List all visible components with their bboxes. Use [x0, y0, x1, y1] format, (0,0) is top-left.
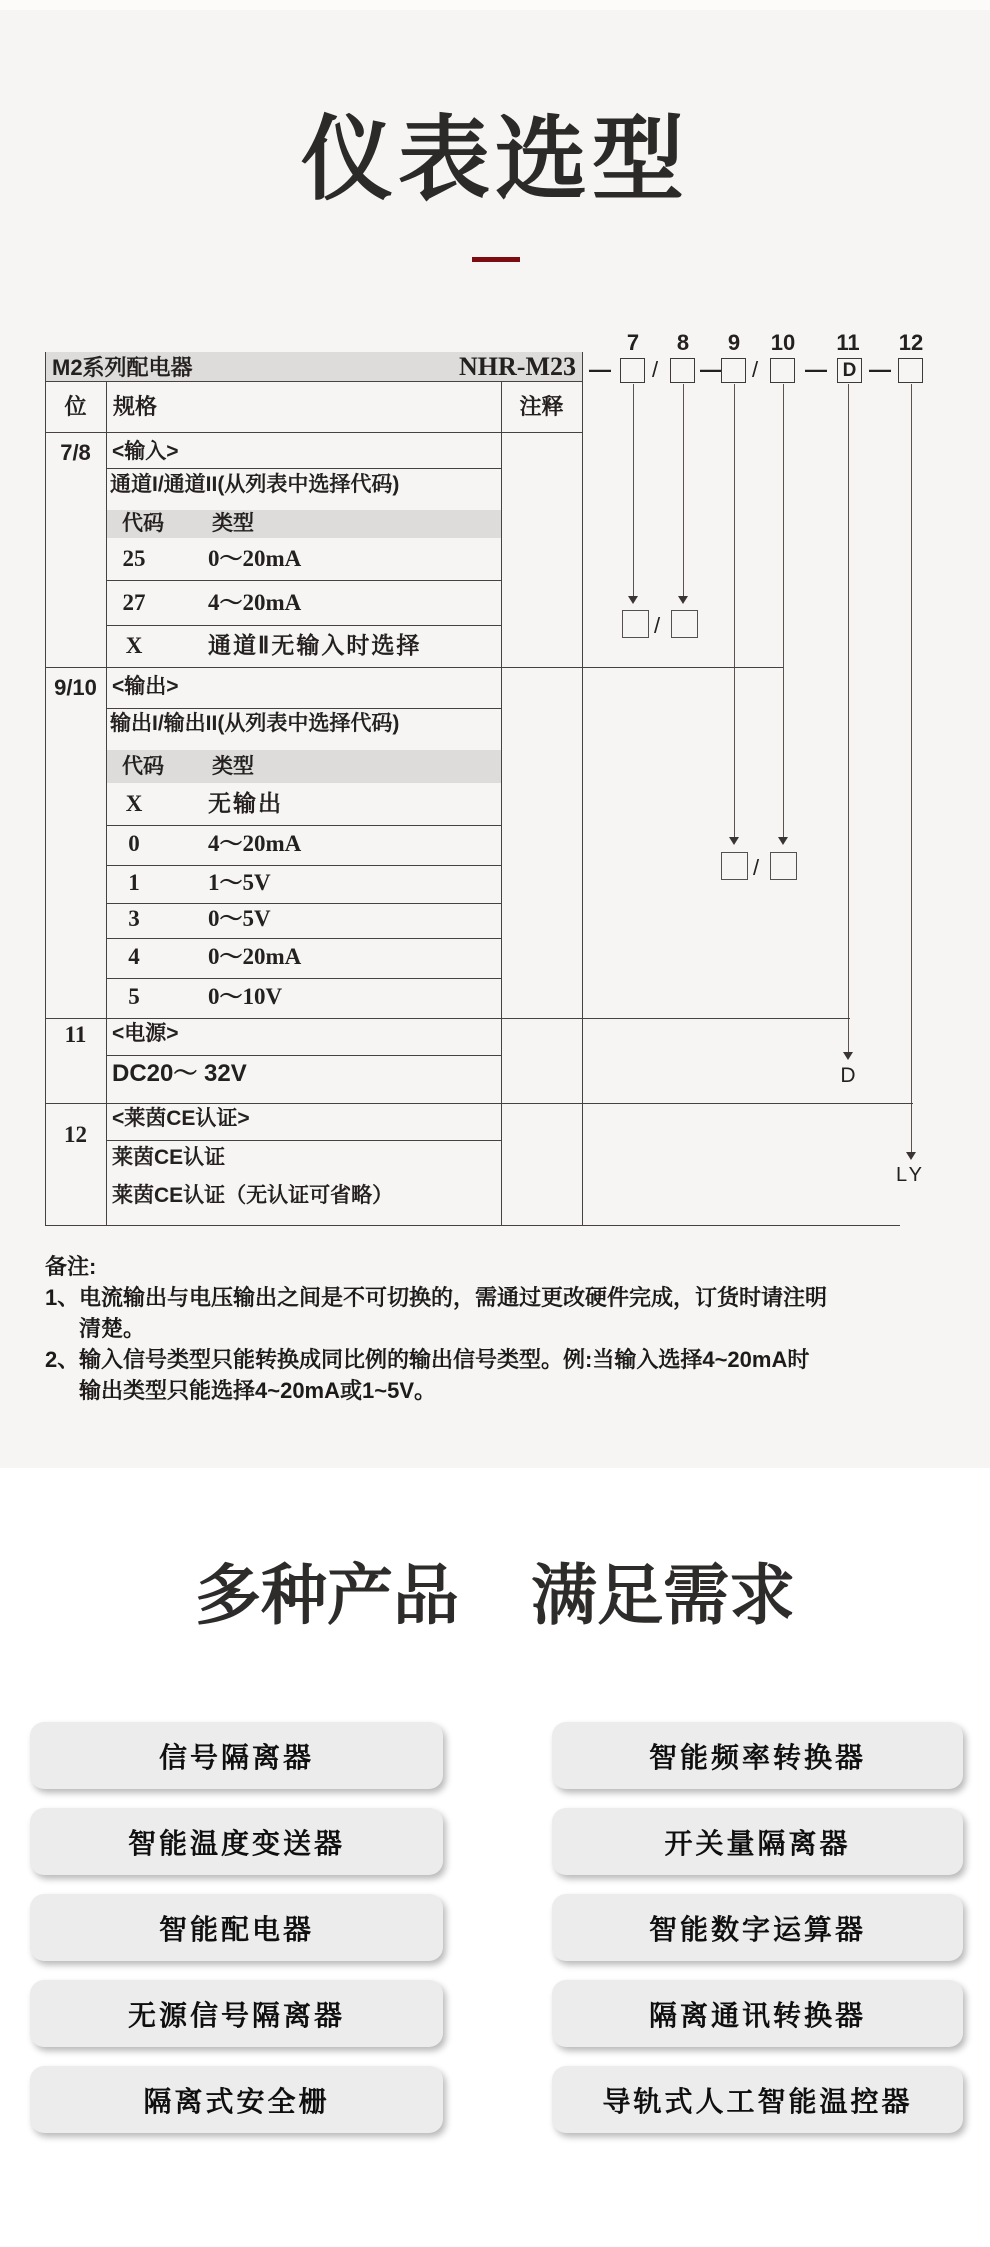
table-line	[106, 1140, 501, 1141]
type-cell: 4～20mA	[208, 831, 302, 856]
code-cell: 4	[128, 944, 140, 969]
note-1-number: 1、	[45, 1285, 80, 1310]
drop-line-11	[848, 384, 849, 1052]
table-border-right	[582, 352, 583, 1225]
position-number-9: 9	[727, 330, 741, 355]
products-title-left: 多种产品	[195, 1558, 459, 1632]
product-button-isolated-safety-barrier[interactable]: 隔离式安全栅	[30, 2066, 443, 2133]
position-number-8: 8	[676, 330, 690, 355]
code-box-12	[898, 358, 923, 383]
type-cell: 0～10V	[208, 984, 283, 1009]
product-button-smart-distributor[interactable]: 智能配电器	[30, 1894, 443, 1961]
drop-line-8	[683, 384, 684, 596]
table-section-line	[45, 667, 783, 668]
dash-separator: —	[700, 357, 722, 382]
position-number-10: 10	[770, 330, 796, 355]
code-cell: X	[125, 633, 143, 658]
product-button-smart-digital-calculator[interactable]: 智能数字运算器	[552, 1894, 963, 1961]
slash-separator: /	[752, 357, 759, 382]
slash-separator: /	[753, 855, 760, 880]
input-channel-box-1	[622, 610, 649, 638]
note-1-line-1: 电流输出与电压输出之间是不可切换的，需通过更改硬件完成，订货时请注明	[79, 1285, 828, 1310]
ce-code-label: LY	[896, 1164, 925, 1186]
code-cell: 27	[122, 590, 146, 615]
ce-option-2: 莱茵CE认证（无认证可省略）	[112, 1184, 394, 1207]
table-line	[106, 825, 501, 826]
dash-separator: —	[869, 357, 891, 382]
code-box-8	[670, 358, 695, 383]
code-cell: 25	[122, 546, 146, 571]
type-cell: 无输出	[208, 791, 283, 816]
output-channel-box-2	[770, 852, 797, 880]
note-2-number: 2、	[45, 1347, 80, 1372]
code-type-header-bar	[107, 750, 501, 783]
product-button-rail-ai-temp-controller[interactable]: 导轨式人工智能温控器	[552, 2066, 963, 2133]
table-line	[106, 468, 501, 469]
top-section-background	[0, 10, 990, 1468]
title-accent-line	[472, 257, 520, 262]
power-code-label: D	[840, 1064, 856, 1087]
code-cell: 3	[128, 906, 140, 931]
col-header-spec: 规格	[113, 394, 158, 419]
row-title-ce: <莱茵CE认证>	[112, 1107, 250, 1130]
model-number: NHR-M23	[459, 352, 576, 381]
type-cell: 4～20mA	[208, 590, 302, 615]
drop-line-10	[783, 384, 784, 837]
table-line	[106, 580, 501, 581]
type-cell: 0～20mA	[208, 944, 302, 969]
arrow-down-icon	[628, 596, 638, 604]
drop-line-7	[633, 384, 634, 596]
row-pos-78: 7/8	[60, 440, 91, 465]
arrow-down-icon	[678, 596, 688, 604]
drop-line-9	[734, 384, 735, 837]
position-number-7: 7	[626, 330, 640, 355]
output-channel-box-1	[721, 852, 748, 880]
code-cell: 0	[128, 831, 140, 856]
table-line	[106, 978, 501, 979]
type-cell: 1～5V	[208, 870, 271, 895]
ce-option-1: 莱茵CE认证	[112, 1146, 226, 1169]
table-line	[45, 432, 582, 433]
code-box-11-d: D	[837, 358, 862, 383]
note-2-line-1: 输入信号类型只能转换成同比例的输出信号类型。例:当输入选择4~20mA时	[79, 1347, 810, 1372]
table-line	[106, 865, 501, 866]
product-button-isolated-comm-converter[interactable]: 隔离通讯转换器	[552, 1980, 963, 2047]
table-divider-pos	[106, 381, 107, 1225]
product-button-smart-temp-transmitter[interactable]: 智能温度变送器	[30, 1808, 443, 1875]
type-header: 类型	[212, 755, 254, 778]
slash-separator: /	[652, 357, 659, 382]
type-header: 类型	[212, 512, 254, 535]
series-label: M2系列配电器	[52, 355, 193, 380]
row-pos-910: 9/10	[54, 675, 97, 700]
code-box-9	[721, 358, 746, 383]
position-number-11: 11	[836, 330, 860, 355]
product-button-passive-signal-isolator[interactable]: 无源信号隔离器	[30, 1980, 443, 2047]
type-cell: 0～5V	[208, 906, 271, 931]
code-cell: 5	[128, 984, 140, 1009]
note-2-line-2: 输出类型只能选择4~20mA或1~5V。	[79, 1378, 436, 1403]
code-header: 代码	[122, 512, 164, 535]
code-cell: 1	[128, 870, 140, 895]
table-line	[106, 625, 501, 626]
power-value: DC20～ 32V	[112, 1060, 247, 1087]
row-pos-12: 12	[64, 1122, 87, 1147]
table-border-left	[45, 352, 46, 1225]
row-pos-11: 11	[64, 1022, 87, 1047]
slash-separator: /	[654, 613, 661, 638]
products-title-right: 满足需求	[531, 1558, 795, 1632]
code-header: 代码	[122, 755, 164, 778]
page-title: 仪表选型	[300, 109, 689, 211]
table-section-line	[45, 1103, 913, 1104]
note-1-line-2: 清楚。	[79, 1316, 146, 1341]
dash-separator: —	[589, 357, 611, 382]
col-header-pos: 位	[64, 394, 87, 419]
arrow-down-icon	[843, 1052, 853, 1060]
type-cell: 通道Ⅱ无输入时选择	[208, 633, 422, 658]
row-title-output: <输出>	[112, 675, 179, 698]
dash-separator: —	[805, 357, 827, 382]
arrow-down-icon	[778, 837, 788, 845]
row-title-power: <电源>	[112, 1022, 179, 1045]
table-line	[45, 381, 582, 382]
table-border-bottom	[45, 1225, 900, 1226]
table-line	[106, 1055, 501, 1056]
row-subtitle-output: 输出I/输出II(从列表中选择代码)	[110, 712, 400, 735]
arrow-down-icon	[906, 1152, 916, 1160]
products-title	[0, 1542, 990, 1637]
code-box-10	[770, 358, 795, 383]
code-box-7	[620, 358, 645, 383]
table-line	[106, 938, 501, 939]
product-button-signal-isolator[interactable]: 信号隔离器	[30, 1722, 443, 1789]
product-button-switch-isolator[interactable]: 开关量隔离器	[552, 1808, 963, 1875]
arrow-down-icon	[729, 837, 739, 845]
table-divider-note	[501, 381, 502, 1225]
row-subtitle-input: 通道I/通道II(从列表中选择代码)	[110, 473, 400, 496]
input-channel-box-2	[671, 610, 698, 638]
type-cell: 0～20mA	[208, 546, 302, 571]
col-header-note: 注释	[519, 394, 564, 419]
code-type-header-bar	[107, 510, 501, 538]
notes-heading: 备注:	[45, 1254, 97, 1279]
code-cell: X	[125, 791, 143, 816]
position-number-12: 12	[898, 330, 924, 355]
table-line	[106, 903, 501, 904]
drop-line-12	[911, 384, 912, 1152]
row-title-input: <输入>	[112, 440, 179, 463]
product-button-smart-frequency-converter[interactable]: 智能频率转换器	[552, 1722, 963, 1789]
table-section-line	[45, 1018, 850, 1019]
table-line	[106, 708, 501, 709]
